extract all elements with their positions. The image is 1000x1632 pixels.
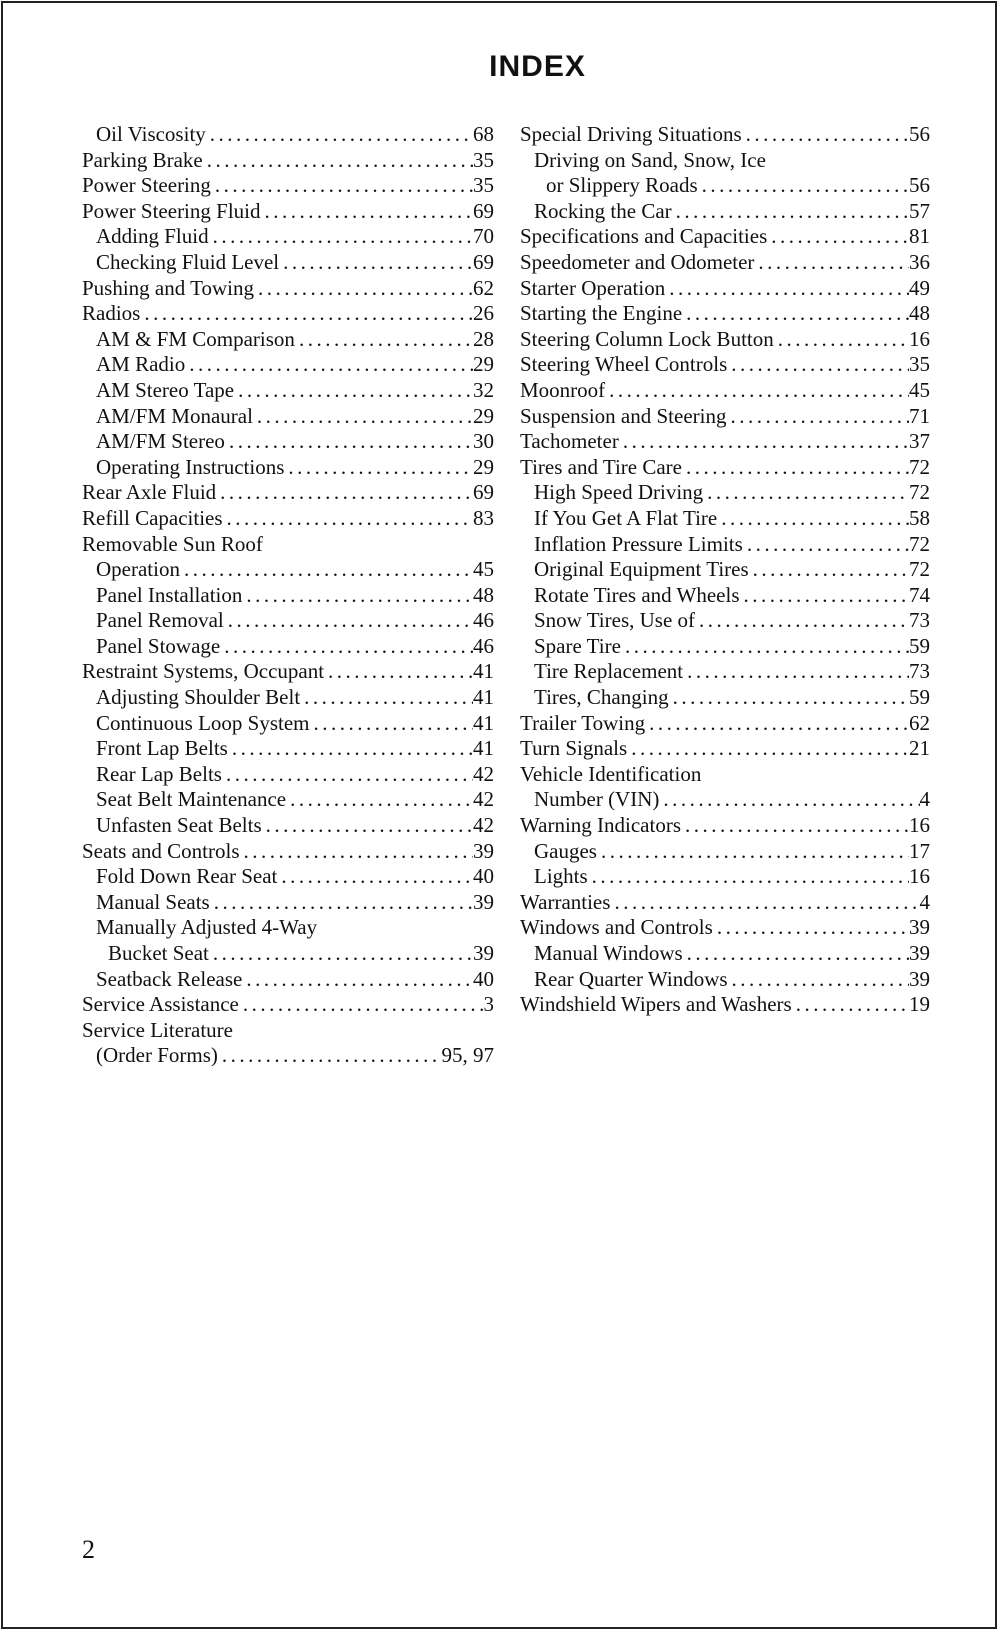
index-entry bbox=[82, 890, 494, 916]
index-entry-page: 35 bbox=[909, 352, 930, 377]
dot-leader bbox=[225, 429, 473, 455]
index-entry bbox=[520, 506, 930, 532]
index-entry bbox=[82, 992, 494, 1018]
index-entry bbox=[520, 941, 930, 967]
index-entry-text: Tires and Tire Care bbox=[520, 454, 682, 479]
dot-leader bbox=[665, 276, 909, 302]
index-entry bbox=[82, 941, 494, 967]
dot-leader bbox=[140, 301, 473, 327]
index-entry-text: Windshield Wipers and Washers bbox=[520, 992, 792, 1017]
index-entry-text: Restraint Systems, Occupant bbox=[82, 659, 325, 684]
dot-leader bbox=[261, 199, 474, 225]
index-entry-page: 45 bbox=[909, 377, 930, 402]
index-entry bbox=[82, 352, 494, 378]
index-entry bbox=[520, 250, 930, 276]
index-entry-text: Rear Quarter Windows bbox=[534, 966, 728, 991]
index-entry-text: AM & FM Comparison bbox=[96, 326, 295, 351]
index-entry-page: 42 bbox=[473, 761, 494, 786]
index-entry-text: Operating Instructions bbox=[96, 454, 285, 479]
index-entry-text: Adjusting Shoulder Belt bbox=[96, 685, 301, 710]
index-entry-text: Rotate Tires and Wheels bbox=[534, 582, 740, 607]
index-entry bbox=[520, 864, 930, 890]
index-entry-page: 21 bbox=[909, 736, 930, 761]
index-entry-text: Panel Removal bbox=[96, 608, 224, 633]
index-entry-page: 58 bbox=[909, 505, 930, 530]
index-entry bbox=[520, 659, 930, 685]
index-entry-text: Starting the Engine bbox=[520, 301, 683, 326]
index-entry-text: Oil Viscosity bbox=[96, 122, 206, 146]
index-entry-page: 35 bbox=[473, 147, 494, 172]
index-entry-text: AM Radio bbox=[96, 352, 186, 377]
dot-leader bbox=[669, 685, 909, 711]
index-entry bbox=[520, 992, 930, 1018]
dot-leader bbox=[717, 506, 909, 532]
dot-leader bbox=[792, 992, 909, 1018]
dot-leader bbox=[659, 787, 919, 813]
dot-leader bbox=[220, 634, 473, 660]
dot-leader bbox=[683, 941, 909, 967]
index-entry bbox=[82, 787, 494, 813]
index-entry-text: Number (VIN) bbox=[534, 787, 660, 812]
index-entry-page: 4 bbox=[919, 787, 930, 812]
index-entry bbox=[520, 915, 930, 941]
dot-leader bbox=[324, 659, 473, 685]
index-entry-text: Adding Fluid bbox=[96, 224, 209, 249]
dot-leader bbox=[222, 762, 473, 788]
index-entry bbox=[82, 429, 494, 455]
index-entry bbox=[82, 762, 494, 788]
index-entry-text: Manual Seats bbox=[96, 889, 210, 914]
index-entry bbox=[520, 404, 930, 430]
index-entry bbox=[82, 1018, 494, 1044]
dot-leader bbox=[209, 224, 473, 250]
index-entry bbox=[82, 250, 494, 276]
dot-leader bbox=[683, 659, 909, 685]
dot-leader bbox=[211, 173, 473, 199]
index-entry bbox=[520, 199, 930, 225]
index-entry-text: Bucket Seat bbox=[108, 941, 209, 965]
dot-leader bbox=[695, 608, 909, 634]
index-entry-text: Continuous Loop System bbox=[96, 710, 310, 735]
index-entry bbox=[82, 148, 494, 174]
index-entry bbox=[520, 224, 930, 250]
index-entry-page: 72 bbox=[909, 480, 930, 505]
index-entry-page: 81 bbox=[909, 224, 930, 249]
index-entry bbox=[520, 557, 930, 583]
dot-leader bbox=[742, 122, 909, 148]
index-entry-text: Manual Windows bbox=[534, 941, 683, 965]
index-column-right bbox=[520, 122, 930, 1018]
dot-leader bbox=[224, 608, 473, 634]
index-entry-page: 48 bbox=[909, 301, 930, 326]
dot-leader bbox=[682, 455, 909, 481]
index-entry bbox=[520, 148, 930, 174]
dot-leader bbox=[284, 455, 473, 481]
index-entry bbox=[82, 583, 494, 609]
index-entry-page: 35 bbox=[473, 173, 494, 198]
index-entry-text: Power Steering Fluid bbox=[82, 198, 261, 223]
index-entry-page: 73 bbox=[909, 608, 930, 633]
index-entry bbox=[82, 839, 494, 865]
index-entry-page: 39 bbox=[473, 838, 494, 863]
index-entry bbox=[82, 224, 494, 250]
dot-leader bbox=[239, 992, 484, 1018]
index-entry-page: 62 bbox=[473, 275, 494, 300]
index-entry-page: 73 bbox=[909, 659, 930, 684]
index-entry-page: 56 bbox=[909, 173, 930, 198]
dot-leader bbox=[240, 839, 474, 865]
index-entry-page: 69 bbox=[473, 480, 494, 505]
index-entry bbox=[82, 480, 494, 506]
dot-leader bbox=[767, 224, 909, 250]
index-entry-text: or Slippery Roads bbox=[546, 173, 698, 198]
index-entry bbox=[520, 455, 930, 481]
index-entry-text: Warning Indicators bbox=[520, 813, 682, 838]
index-entry bbox=[82, 455, 494, 481]
index-entry-page: 28 bbox=[473, 326, 494, 351]
index-entry-page: 95, 97 bbox=[441, 1043, 494, 1068]
index-entry-text: (Order Forms) bbox=[96, 1043, 218, 1068]
index-entry bbox=[520, 352, 930, 378]
index-entry-page: 48 bbox=[473, 582, 494, 607]
index-entry-text: Fold Down Rear Seat bbox=[96, 864, 278, 889]
dot-leader bbox=[206, 122, 473, 148]
index-entry-text: Steering Wheel Controls bbox=[520, 352, 728, 377]
dot-leader bbox=[749, 557, 909, 583]
index-entry-page: 39 bbox=[909, 966, 930, 991]
index-entry-page: 71 bbox=[909, 403, 930, 428]
index-entry-text: Parking Brake bbox=[82, 147, 203, 172]
index-entry bbox=[82, 378, 494, 404]
index-entry bbox=[82, 685, 494, 711]
index-entry-page: 42 bbox=[473, 813, 494, 838]
index-entry bbox=[82, 608, 494, 634]
index-entry-page: 72 bbox=[909, 454, 930, 479]
index-entry bbox=[520, 327, 930, 353]
index-entry bbox=[82, 967, 494, 993]
dot-leader bbox=[588, 864, 909, 890]
dot-leader bbox=[218, 1043, 442, 1069]
index-entry-page: 59 bbox=[909, 633, 930, 658]
index-entry-page: 46 bbox=[473, 608, 494, 633]
index-entry bbox=[520, 583, 930, 609]
index-entry-text: Trailer Towing bbox=[520, 710, 646, 735]
index-entry-text: AM/FM Monaural bbox=[96, 403, 253, 428]
index-entry bbox=[520, 301, 930, 327]
index-entry-page: 70 bbox=[473, 224, 494, 249]
dot-leader bbox=[681, 813, 909, 839]
dot-leader bbox=[605, 378, 909, 404]
index-entry-text: Seat Belt Maintenance bbox=[96, 787, 287, 812]
page-title: INDEX bbox=[489, 50, 586, 83]
index-entry-text: Tires, Changing bbox=[534, 685, 669, 710]
index-entry-page: 36 bbox=[909, 249, 930, 274]
dot-leader bbox=[216, 480, 473, 506]
index-entry-text: Suspension and Steering bbox=[520, 403, 727, 428]
index-entry-text: Snow Tires, Use of bbox=[534, 608, 696, 633]
dot-leader bbox=[203, 148, 473, 174]
index-entry-text: AM Stereo Tape bbox=[96, 377, 235, 402]
index-entry-text: Driving on Sand, Snow, Ice bbox=[534, 147, 766, 172]
index-entry-text: Lights bbox=[534, 864, 588, 889]
dot-leader bbox=[242, 583, 473, 609]
index-entry-text: High Speed Driving bbox=[534, 480, 704, 505]
dot-leader bbox=[627, 736, 909, 762]
index-entry-text: Tire Replacement bbox=[534, 659, 684, 684]
index-entry bbox=[82, 327, 494, 353]
index-entry bbox=[82, 659, 494, 685]
dot-leader bbox=[703, 480, 909, 506]
dot-leader bbox=[619, 429, 909, 455]
index-entry bbox=[520, 813, 930, 839]
index-entry-page: 16 bbox=[909, 326, 930, 351]
index-entry bbox=[82, 276, 494, 302]
dot-leader bbox=[645, 711, 909, 737]
index-entry-page: 57 bbox=[909, 198, 930, 223]
index-entry bbox=[82, 736, 494, 762]
index-entry-page: 72 bbox=[909, 557, 930, 582]
dot-leader bbox=[743, 532, 909, 558]
index-entry-page: 29 bbox=[473, 403, 494, 428]
index-entry bbox=[82, 634, 494, 660]
index-entry-page: 29 bbox=[473, 352, 494, 377]
index-entry-text: Front Lap Belts bbox=[96, 736, 228, 761]
index-entry-text: Panel Installation bbox=[96, 582, 243, 607]
dot-leader bbox=[209, 941, 473, 967]
index-entry bbox=[520, 429, 930, 455]
index-entry-page: 39 bbox=[909, 915, 930, 940]
index-entry bbox=[520, 608, 930, 634]
dot-leader bbox=[210, 890, 473, 916]
index-entry bbox=[520, 787, 930, 813]
index-entry-text: Windows and Controls bbox=[520, 915, 713, 940]
index-entry-page: 40 bbox=[473, 966, 494, 991]
index-entry-page: 39 bbox=[909, 941, 930, 965]
index-entry-text: Rocking the Car bbox=[534, 198, 672, 223]
index-entry-text: Gauges bbox=[534, 838, 597, 863]
index-entry-page: 49 bbox=[909, 275, 930, 300]
index-entry-page: 26 bbox=[473, 301, 494, 326]
index-entry-text: Vehicle Identification bbox=[520, 761, 702, 786]
index-entry bbox=[520, 532, 930, 558]
index-entry-page: 30 bbox=[473, 429, 494, 454]
dot-leader bbox=[754, 250, 909, 276]
index-entry-text: Tachometer bbox=[520, 429, 619, 454]
index-entry bbox=[82, 122, 494, 148]
index-entry bbox=[520, 173, 930, 199]
index-entry-text: Pushing and Towing bbox=[82, 275, 254, 300]
index-entry-page: 40 bbox=[473, 864, 494, 889]
dot-leader bbox=[277, 864, 473, 890]
index-entry-text: Panel Stowage bbox=[96, 633, 221, 658]
index-entry bbox=[82, 915, 494, 941]
index-entry-page: 83 bbox=[473, 505, 494, 530]
index-entry-page: 42 bbox=[473, 787, 494, 812]
index-entry-text: Specifications and Capacities bbox=[520, 224, 768, 249]
index-entry bbox=[520, 685, 930, 711]
dot-leader bbox=[295, 327, 473, 353]
dot-leader bbox=[597, 839, 909, 865]
index-entry-text: Original Equipment Tires bbox=[534, 557, 749, 582]
index-entry-page: 29 bbox=[473, 454, 494, 479]
dot-leader bbox=[234, 378, 473, 404]
index-entry-text: Unfasten Seat Belts bbox=[96, 813, 262, 838]
dot-leader bbox=[279, 250, 473, 276]
dot-leader bbox=[727, 352, 909, 378]
index-entry bbox=[82, 1043, 494, 1069]
index-entry-text: Steering Column Lock Button bbox=[520, 326, 774, 351]
index-entry bbox=[82, 813, 494, 839]
index-entry-text: AM/FM Stereo bbox=[96, 429, 225, 454]
index-entry-page: 62 bbox=[909, 710, 930, 735]
index-entry-page: 56 bbox=[909, 122, 930, 146]
dot-leader bbox=[740, 583, 909, 609]
index-entry-page: 45 bbox=[473, 557, 494, 582]
index-entry-page: 41 bbox=[473, 710, 494, 735]
index-entry-text: Operation bbox=[96, 557, 180, 582]
index-entry-text: Rear Lap Belts bbox=[96, 761, 222, 786]
index-entry bbox=[520, 634, 930, 660]
dot-leader bbox=[242, 967, 473, 993]
dot-leader bbox=[185, 352, 473, 378]
index-entry-text: Warranties bbox=[520, 889, 611, 914]
index-entry bbox=[82, 506, 494, 532]
index-entry-page: 3 bbox=[483, 992, 494, 1017]
index-entry bbox=[520, 122, 930, 148]
page-number: 2 bbox=[82, 1535, 95, 1564]
dot-leader bbox=[253, 404, 473, 430]
index-entry-page: 19 bbox=[909, 992, 930, 1017]
dot-leader bbox=[310, 711, 473, 737]
index-entry bbox=[82, 404, 494, 430]
index-entry-text: Seatback Release bbox=[96, 966, 243, 991]
index-entry-page: 41 bbox=[473, 659, 494, 684]
index-entry bbox=[520, 736, 930, 762]
index-entry-page: 39 bbox=[473, 941, 494, 965]
index-entry bbox=[520, 711, 930, 737]
index-entry bbox=[82, 173, 494, 199]
index-entry-page: 41 bbox=[473, 736, 494, 761]
index-entry bbox=[520, 480, 930, 506]
index-entry-page: 59 bbox=[909, 685, 930, 710]
index-entry-page: 32 bbox=[473, 377, 494, 402]
index-entry bbox=[520, 276, 930, 302]
dot-leader bbox=[286, 787, 473, 813]
index-entry-text: Rear Axle Fluid bbox=[82, 480, 217, 505]
index-entry bbox=[520, 967, 930, 993]
index-entry-text: Checking Fluid Level bbox=[96, 249, 280, 274]
index-entry bbox=[82, 199, 494, 225]
dot-leader bbox=[774, 327, 909, 353]
index-entry bbox=[520, 839, 930, 865]
index-entry-text: Service Assistance bbox=[82, 992, 239, 1017]
index-entry bbox=[520, 762, 930, 788]
dot-leader bbox=[728, 967, 909, 993]
index-entry bbox=[520, 378, 930, 404]
index-entry-page: 16 bbox=[909, 864, 930, 889]
index-entry bbox=[82, 532, 494, 558]
index-entry bbox=[82, 557, 494, 583]
index-entry-text: Refill Capacities bbox=[82, 505, 223, 530]
index-entry bbox=[520, 890, 930, 916]
index-entry-text: Power Steering bbox=[82, 173, 211, 198]
index-entry-page: 16 bbox=[909, 813, 930, 838]
dot-leader bbox=[698, 173, 909, 199]
index-entry-text: Spare Tire bbox=[534, 633, 621, 658]
dot-leader bbox=[180, 557, 473, 583]
index-entry-text: Special Driving Situations bbox=[520, 122, 742, 146]
index-entry-page: 37 bbox=[909, 429, 930, 454]
index-entry-text: Turn Signals bbox=[520, 736, 628, 761]
dot-leader bbox=[262, 813, 473, 839]
index-entry-page: 46 bbox=[473, 633, 494, 658]
dot-leader bbox=[672, 199, 909, 225]
index-entry-page: 68 bbox=[473, 122, 494, 146]
index-entry-text: Radios bbox=[82, 301, 141, 326]
index-entry-text: Speedometer and Odometer bbox=[520, 249, 755, 274]
index-entry bbox=[82, 864, 494, 890]
dot-leader bbox=[610, 890, 919, 916]
index-entry-text: Moonroof bbox=[520, 377, 606, 402]
index-entry-text: Starter Operation bbox=[520, 275, 666, 300]
dot-leader bbox=[713, 915, 909, 941]
dot-leader bbox=[726, 404, 909, 430]
index-entry-page: 39 bbox=[473, 889, 494, 914]
index-entry-text: Inflation Pressure Limits bbox=[534, 531, 743, 556]
index-entry bbox=[82, 301, 494, 327]
index-entry-page: 4 bbox=[919, 889, 930, 914]
index-entry-text: Service Literature bbox=[82, 1017, 233, 1042]
index-entry-page: 69 bbox=[473, 249, 494, 274]
index-entry-page: 69 bbox=[473, 198, 494, 223]
index-entry-page: 74 bbox=[909, 582, 930, 607]
index-entry-text: Removable Sun Roof bbox=[82, 531, 263, 556]
dot-leader bbox=[621, 634, 909, 660]
index-entry-page: 72 bbox=[909, 531, 930, 556]
dot-leader bbox=[223, 506, 473, 532]
index-entry bbox=[82, 711, 494, 737]
dot-leader bbox=[682, 301, 909, 327]
index-entry-text: Manually Adjusted 4-Way bbox=[96, 915, 318, 940]
index-entry-text: If You Get A Flat Tire bbox=[534, 505, 718, 530]
index-entry-page: 41 bbox=[473, 685, 494, 710]
index-entry-text: Seats and Controls bbox=[82, 838, 240, 863]
dot-leader bbox=[228, 736, 473, 762]
index-column-left bbox=[82, 122, 494, 1069]
dot-leader bbox=[254, 276, 473, 302]
dot-leader bbox=[300, 685, 473, 711]
index-entry-page: 17 bbox=[909, 838, 930, 863]
